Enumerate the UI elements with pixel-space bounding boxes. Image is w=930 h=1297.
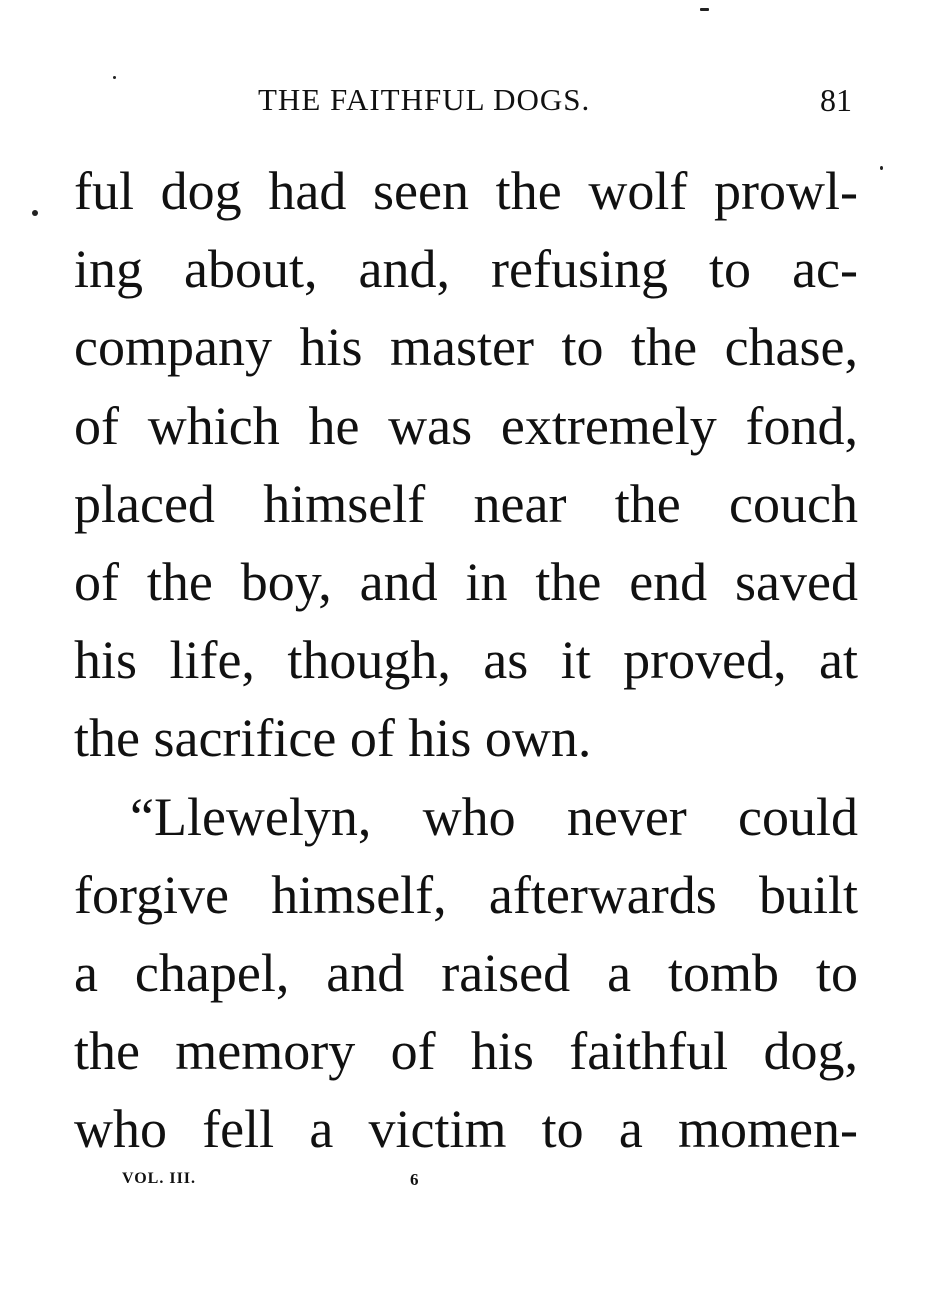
paragraph xyxy=(74,152,858,778)
text-line: forgive himself, afterwards built xyxy=(74,864,858,925)
text-line: the memory of his faithful dog, xyxy=(74,1021,858,1082)
text-line: ful dog had seen the wolf prowl- xyxy=(74,161,858,221)
page-footer xyxy=(0,1170,930,1194)
running-head: THE FAITHFUL DOGS. xyxy=(258,82,591,117)
text-line: ing about, and, refusing to ac- xyxy=(74,239,858,300)
text-line: a chapel, and raised a tomb to xyxy=(74,942,858,1003)
text-line: his life, though, as it proved, at xyxy=(74,630,858,691)
gathering-number: 6 xyxy=(410,1170,419,1189)
print-speck xyxy=(113,76,116,79)
page-number: 81 xyxy=(820,82,852,118)
print-speck xyxy=(700,8,709,11)
page-header xyxy=(0,82,930,126)
text-line: “Llewelyn, who never could xyxy=(130,786,858,847)
body-text xyxy=(74,152,858,1168)
print-speck xyxy=(32,210,38,216)
paragraph xyxy=(74,778,858,1169)
text-line: the sacrifice of his own. xyxy=(74,708,592,769)
print-speck xyxy=(880,166,883,170)
text-line: of which he was extremely fond, xyxy=(74,395,858,456)
text-line: of the boy, and in the end saved xyxy=(74,551,858,612)
text-line: who fell a victim to a momen- xyxy=(74,1099,858,1160)
text-line: company his master to the chase, xyxy=(74,317,858,378)
text-line: placed himself near the couch xyxy=(74,473,858,534)
volume-signature: VOL. III. xyxy=(122,1170,197,1187)
